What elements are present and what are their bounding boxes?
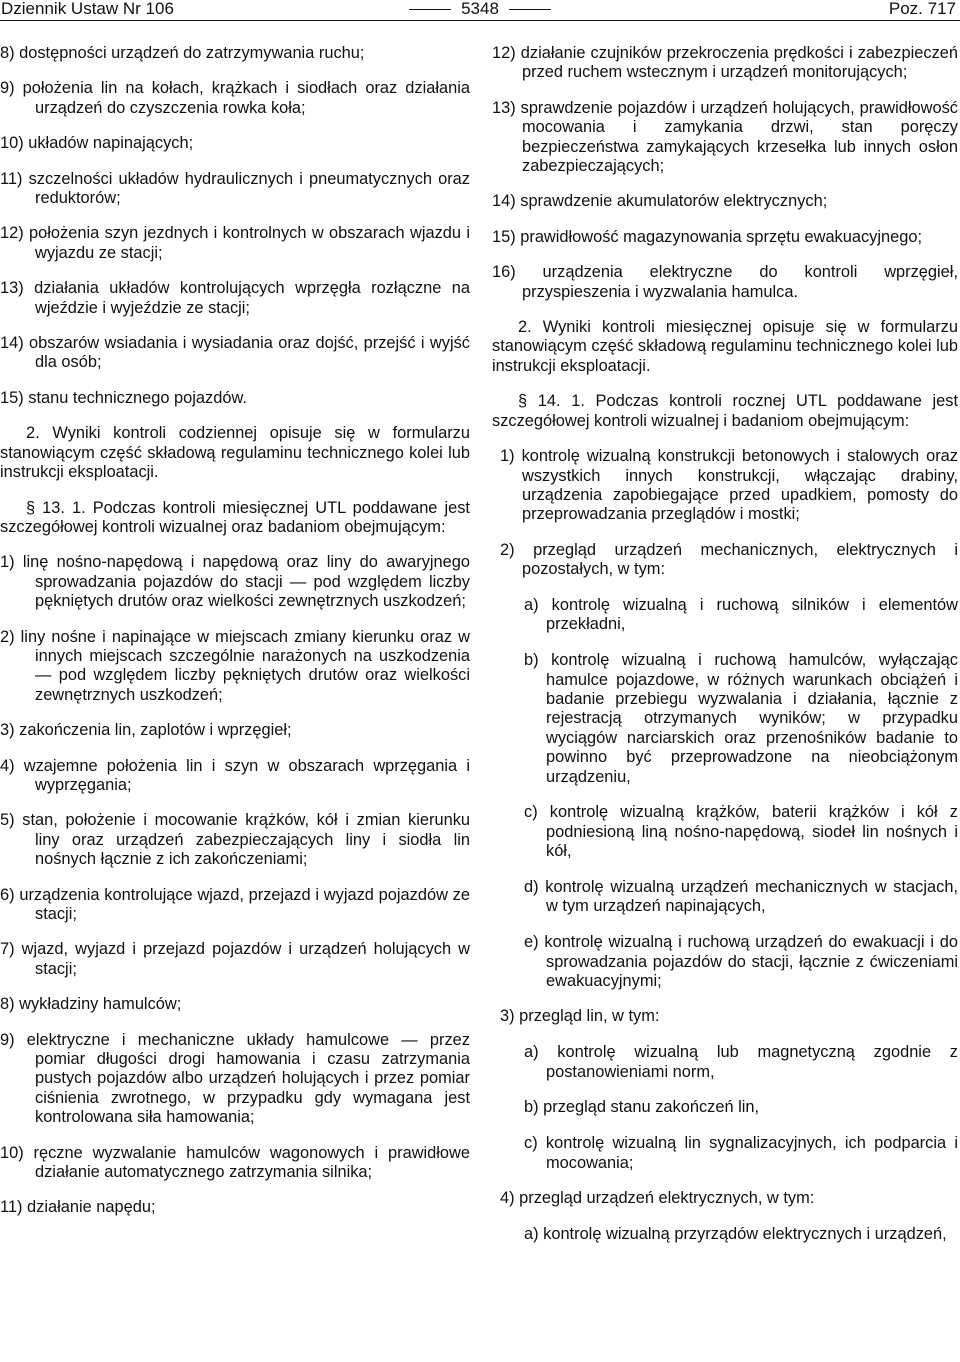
sub-item: c) kontrolę wizualną krążków, baterii krążków i kół z podniesioną liną nośno-napędową, siodeł lin nośnych i kół,	[524, 803, 958, 861]
section-heading: § 14. 1. Podczas kontroli rocznej UTL poddawane jest szczegółowej kontroli wizualnej i badaniom obejmującym:	[492, 392, 958, 430]
list-item: 7) wjazd, wyjazd i przejazd pojazdów i urządzeń holujących w stacji;	[0, 940, 470, 978]
list-item: 13) działania układów kontrolujących wprzęgła rozłączne na wjeździe i wyjeździe ze stacji;	[0, 279, 470, 317]
list-item: 2) przegląd urządzeń mechanicznych, elektrycznych i pozostałych, w tym:	[500, 540, 958, 579]
list-item: 14) sprawdzenie akumulatorów elektrycznych;	[492, 192, 828, 211]
list-item: 12) działanie czujników przekroczenia prędkości i zabezpieczeń przed ruchem wstecznym i urządzeń monitorujących;	[492, 44, 958, 82]
list-item: 14) obszarów wsiadania i wysiadania oraz dojść, przejść i wyjść dla osób;	[0, 334, 470, 372]
right-column	[492, 44, 958, 1260]
paragraph: 2. Wyniki kontroli miesięcznej opisuje się w formularzu stanowiącym część składową regulaminu technicznego kolei lub instrukcji eksploatacji.	[492, 318, 958, 375]
list-item: 16) urządzenia elektryczne do kontroli wprzęgieł, przyspieszenia i wyzwalania hamulca.	[492, 263, 958, 301]
sub-item: e) kontrolę wizualną i ruchową urządzeń do ewakuacji i do sprowadzania pojazdów do stacji, łącznie z ćwiczeniami ewakuacyjnymi;	[524, 933, 958, 990]
position-number: Poz. 717	[888, 0, 956, 18]
list-item: 8) dostępności urządzeń do zatrzymywania ruchu;	[0, 44, 365, 62]
sub-item: d) kontrolę wizualną urządzeń mechanicznych w stacjach, w tym urządzeń napinających,	[524, 877, 958, 916]
dash-right	[509, 9, 551, 10]
sub-item: a) kontrolę wizualną i ruchową silników i elementów przekładni,	[524, 595, 958, 634]
paragraph: 2. Wyniki kontroli codziennej opisuje się w formularzu stanowiącym część składową regulaminu technicznego kolei lub instrukcji eksploatacji.	[0, 424, 470, 482]
list-item: 11) działanie napędu;	[0, 1198, 156, 1217]
list-item: 2) liny nośne i napinające w miejscach zmiany kierunku oraz w innych miejscach szczególnie narażonych na uszkodzenia — pod względem liczby pękniętych drutów oraz wielkości zewnętrznych uszkodzeń;	[0, 627, 470, 704]
list-item: 6) urządzenia kontrolujące wjazd, przejazd i wyjazd pojazdów ze stacji;	[0, 885, 470, 923]
left-column	[0, 44, 470, 1234]
header-rule	[0, 20, 960, 21]
list-item: 9) elektryczne i mechaniczne układy hamulcowe — przez pomiar długości drogi hamowania i czasu zatrzymania pustych pojazdów albo urządzeń holujących i przez pomiar ciśnienia zwrotnego, w przypadku gdy wymagana jest kontrolowana siła hamowania;	[0, 1030, 470, 1127]
list-item: 10) układów napinających;	[0, 134, 194, 153]
list-item: 15) prawidłowość magazynowania sprzętu ewakuacyjnego;	[492, 227, 923, 246]
page-header	[0, 0, 960, 20]
list-item: 3) przegląd lin, w tym:	[500, 1007, 660, 1026]
list-item: 13) sprawdzenie pojazdów i urządzeń holujących, prawidłowość mocowania i zamykania drzwi, stan poręczy bezpieczeństwa zamykających krzesełka lub innych osłon zabezpieczających;	[492, 98, 958, 176]
list-item: 1) linę nośno-napędową i napędową oraz liny do awaryjnego sprowadzania pojazdów do stacji — pod względem liczby pękniętych drutów oraz wielkości zewnętrznych uszkodzeń;	[0, 553, 470, 611]
list-item: 5) stan, położenie i mocowanie krążków, kół i zmian kierunku liny oraz urządzeń zabezpieczających liny i siodła lin nośnych łącznie z ich zakończeniami;	[0, 811, 470, 869]
list-item: 12) położenia szyn jezdnych i kontrolnych w obszarach wjazdu i wyjazdu ze stacji;	[0, 224, 470, 262]
journal-title: Dziennik Ustaw Nr 106	[1, 0, 174, 18]
sub-item: a) kontrolę wizualną przyrządów elektrycznych i urządzeń,	[524, 1224, 947, 1243]
sub-item: a) kontrolę wizualną lub magnetyczną zgodnie z postanowieniami norm,	[524, 1043, 958, 1081]
list-item: 3) zakończenia lin, zaplotów i wprzęgieł;	[0, 721, 292, 740]
section-heading: § 13. 1. Podczas kontroli miesięcznej UTL poddawane jest szczegółowej kontroli wizualnej oraz badaniom obejmującym:	[0, 498, 470, 536]
page-number-text: 5348	[461, 0, 499, 18]
list-item: 9) położenia lin na kołach, krążkach i siodłach oraz działania urządzeń do czyszczenia rowka koła;	[0, 79, 470, 117]
list-item: 4) przegląd urządzeń elektrycznych, w tym:	[500, 1189, 815, 1207]
list-item: 15) stanu technicznego pojazdów.	[0, 388, 247, 407]
sub-item: b) kontrolę wizualną i ruchową hamulców, wyłączając hamulce pojazdowe, w różnych warunkach obciążeń i badanie przebiegu wyzwalania i działania, łącznie z rejestracją otrzymanych wyników; w przypadku wyciągów narciarskich oraz przenośników badanie to powinno być przeprowadzone na nieobciążonym urządzeniu,	[524, 651, 958, 786]
dash-left	[409, 9, 451, 10]
list-item: 11) szczelności układów hydraulicznych i pneumatycznych oraz reduktorów;	[0, 169, 470, 208]
sub-item: b) przegląd stanu zakończeń lin,	[524, 1098, 760, 1117]
page-number	[0, 0, 960, 18]
list-item: 1) kontrolę wizualną konstrukcji betonowych i stalowych oraz wszystkich innych konstrukcji, włączając drabiny, urządzenia zapobiegające przed upadkiem, pomosty do przeprowadzania przeglądów i mostki;	[500, 447, 958, 524]
list-item: 4) wzajemne położenia lin i szyn w obszarach wprzęgania i wyprzęgania;	[0, 756, 470, 794]
sub-item: c) kontrolę wizualną lin sygnalizacyjnych, ich podparcia i mocowania;	[524, 1134, 958, 1172]
list-item: 10) ręczne wyzwalanie hamulców wagonowych i prawidłowe działanie automatycznego zatrzymania silnika;	[0, 1143, 470, 1182]
list-item: 8) wykładziny hamulców;	[0, 995, 182, 1014]
